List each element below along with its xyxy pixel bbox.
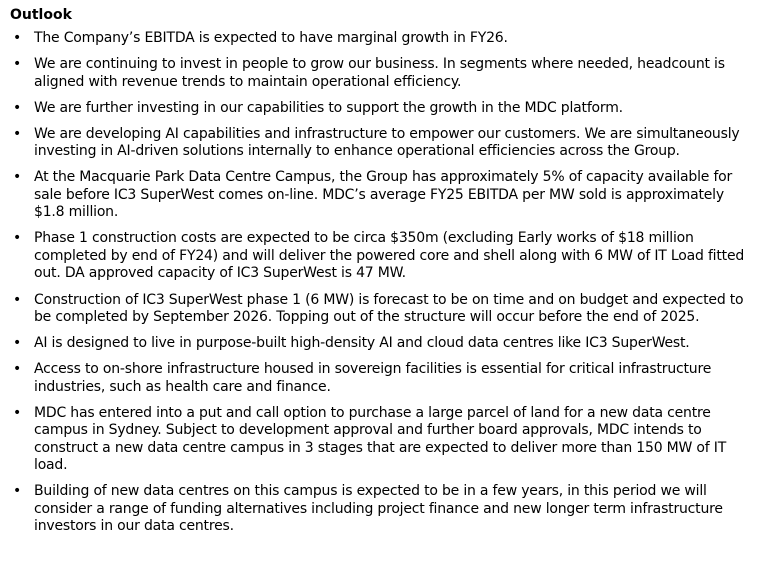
bullet-icon: • xyxy=(12,125,22,142)
bullet-item xyxy=(10,169,755,222)
outlook-bullet-list xyxy=(10,30,755,536)
bullet-icon: • xyxy=(12,404,22,421)
bullet-item xyxy=(10,230,755,283)
bullet-text: AI is designed to live in purpose-built high-density AI and cloud data centres like IC3 SuperWest. xyxy=(34,335,690,352)
section-heading: Outlook xyxy=(10,7,72,23)
bullet-item xyxy=(10,292,755,327)
bullet-text: At the Macquarie Park Data Centre Campus, the Group has approximately 5% of capacity available for sale before IC3 SuperWest comes on-line. MDC’s average FY25 EBITDA per MW sold is approximately $1.8 million. xyxy=(34,169,733,221)
bullet-item xyxy=(10,56,755,91)
bullet-item xyxy=(10,126,755,161)
bullet-item xyxy=(10,361,755,396)
bullet-text: Building of new data centres on this campus is expected to be in a few years, in this period we will consider a range of funding alternatives including project finance and new longer term infrastructure investors in our data centres. xyxy=(34,483,723,535)
bullet-icon: • xyxy=(12,335,22,352)
bullet-text: MDC has entered into a put and call option to purchase a large parcel of land for a new data centre campus in Sydney. Subject to development approval and further board approvals, MDC intends to construct a new data centre campus in 3 stages that are expected to deliver more than 150 MW of IT load. xyxy=(34,404,727,474)
bullet-text: We are further investing in our capabilities to support the growth in the MDC platform. xyxy=(34,99,623,116)
bullet-icon: • xyxy=(12,30,22,46)
bullet-icon: • xyxy=(12,169,22,186)
bullet-text: Construction of IC3 SuperWest phase 1 (6 MW) is forecast to be on time and on budget and expected to be completed by September 2026. Topping out of the structure will occur before the end of 2025. xyxy=(34,291,744,326)
bullet-item xyxy=(10,100,755,118)
bullet-icon: • xyxy=(12,230,22,247)
bullet-icon: • xyxy=(12,361,22,378)
bullet-item xyxy=(10,483,755,536)
bullet-text: We are developing AI capabilities and infrastructure to empower our customers. We are simultaneously investing in AI-driven solutions internally to enhance operational efficiencies across the Group. xyxy=(34,125,740,160)
bullet-text: We are continuing to invest in people to grow our business. In segments where needed, headcount is aligned with revenue trends to maintain operational efficiency. xyxy=(34,56,725,90)
bullet-text: Phase 1 construction costs are expected to be circa $350m (excluding Early works of $18 million completed by end of FY24) and will deliver the powered core and shell along with 6 MW of IT Load fitted out. DA approved capacity of IC3 SuperWest is 47 MW. xyxy=(34,230,745,282)
bullet-icon: • xyxy=(12,99,22,116)
bullet-item xyxy=(10,335,755,353)
bullet-text: The Company’s EBITDA is expected to have marginal growth in FY26. xyxy=(34,30,508,46)
bullet-text: Access to on-shore infrastructure housed in sovereign facilities is essential for critical infrastructure industries, such as health care and finance. xyxy=(34,361,712,395)
bullet-icon: • xyxy=(12,483,22,500)
bullet-item xyxy=(10,405,755,475)
bullet-icon: • xyxy=(12,56,22,73)
bullet-item xyxy=(10,30,755,48)
bullet-icon: • xyxy=(12,291,22,308)
